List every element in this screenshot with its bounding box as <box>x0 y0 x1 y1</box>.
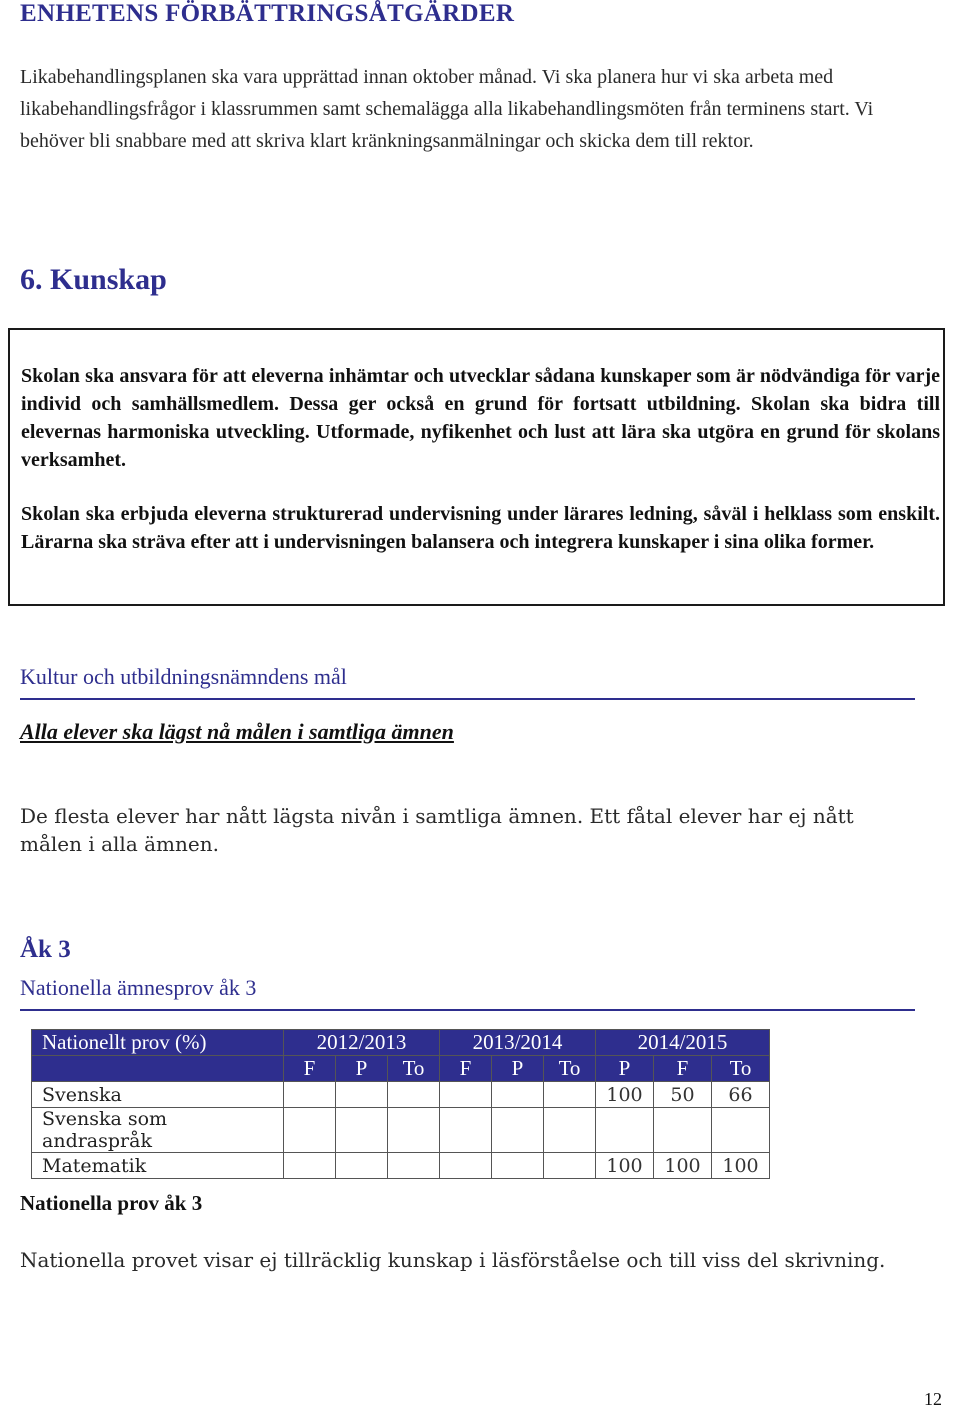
table-cell <box>544 1153 596 1179</box>
table-subheader-row <box>32 1056 770 1082</box>
kunskap-heading: 6. Kunskap <box>20 263 167 296</box>
table-subheader: To <box>544 1056 596 1082</box>
kunskap-paragraph-1: Skolan ska ansvara för att eleverna inhämtar och utvecklar sådana kunskaper som är nödvändiga för varje individ och samhällsmedlem. Dessa ger också en grund för fortsatt utbildning. Skolan ska bidra till elevernas harmoniska utveckling. Utformade, nyfikenhet och lust att lära ska utgöra en grund för skolans verksamhet. <box>21 365 940 471</box>
table-year: 2012/2013 <box>284 1030 440 1056</box>
table-cell <box>388 1082 440 1108</box>
table-cell <box>336 1108 388 1153</box>
table-subheader: To <box>712 1056 770 1082</box>
ak3-subheading: Nationella ämnesprov åk 3 <box>20 975 257 1000</box>
table-cell: 50 <box>654 1082 712 1108</box>
table-cell <box>654 1108 712 1153</box>
goal-heading-rule <box>20 698 915 700</box>
table-row <box>32 1082 770 1108</box>
table-subheader: F <box>654 1056 712 1082</box>
table-cell <box>492 1082 544 1108</box>
table-subheader: To <box>388 1056 440 1082</box>
table-cell <box>440 1153 492 1179</box>
table-cell <box>440 1082 492 1108</box>
kunskap-paragraph-2: Skolan ska erbjuda eleverna strukturerad undervisning under lärares ledning, såväl i helklass som enskilt. Lärarna ska sträva efter att i undervisningen balansera och integrera kunskaper i sina olika former. <box>21 503 940 553</box>
table-cell <box>544 1108 596 1153</box>
table-subheader: P <box>336 1056 388 1082</box>
intro-paragraph: Likabehandlingsplanen ska vara upprättad innan oktober månad. Vi ska planera hur vi ska arbeta med likabehandlingsfrågor i klassrummen samt schemalägga alla likabehandlingsmöten från terminens start. Vi behöver bli snabbare med att skriva klart kränkningsanmälningar och skicka dem till rektor. <box>20 66 874 152</box>
table-cell: 100 <box>596 1082 654 1108</box>
table-cell <box>492 1108 544 1153</box>
page-number: 12 <box>924 1389 942 1409</box>
table-cell: 66 <box>712 1082 770 1108</box>
ak3-heading: Åk 3 <box>20 936 71 963</box>
table-cell <box>336 1082 388 1108</box>
table-subheader-empty <box>32 1056 284 1082</box>
national-test-table <box>31 1029 770 1179</box>
section-title: ENHETENS FÖRBÄTTRINGSÅTGÄRDER <box>20 0 515 27</box>
table-cell: 100 <box>654 1153 712 1179</box>
table-row <box>32 1153 770 1179</box>
table-cell <box>336 1153 388 1179</box>
table-cell <box>544 1082 596 1108</box>
table-cell <box>388 1108 440 1153</box>
table-cell <box>284 1082 336 1108</box>
table-row <box>32 1108 770 1153</box>
row-label: Svenska som andraspråk <box>32 1108 284 1153</box>
table-year-row <box>32 1030 770 1056</box>
table-year: 2014/2015 <box>596 1030 770 1056</box>
table-cell <box>492 1153 544 1179</box>
table-cell <box>388 1153 440 1179</box>
table-header-label: Nationellt prov (%) <box>32 1030 284 1056</box>
goal-subheading: Alla elever ska lägst nå målen i samtliga ämnen <box>20 719 454 744</box>
table-subheader: F <box>284 1056 336 1082</box>
goal-text: De flesta elever har nått lägsta nivån i samtliga ämnen. Ett fåtal elever har ej nått målen i alla ämnen. <box>20 804 854 856</box>
table-subheader: P <box>596 1056 654 1082</box>
goal-heading: Kultur och utbildningsnämndens mål <box>20 664 347 689</box>
np-heading: Nationella prov åk 3 <box>20 1191 203 1215</box>
np-text: Nationella provet visar ej tillräcklig kunskap i läsförståelse och till viss del skrivning. <box>20 1248 886 1272</box>
table-subheader: P <box>492 1056 544 1082</box>
ak3-subheading-rule <box>20 1009 915 1011</box>
table-cell <box>284 1153 336 1179</box>
table-cell: 100 <box>712 1153 770 1179</box>
kunskap-box <box>8 328 945 606</box>
table-cell <box>712 1108 770 1153</box>
row-label: Svenska <box>32 1082 284 1108</box>
table-year: 2013/2014 <box>440 1030 596 1056</box>
table-cell <box>596 1108 654 1153</box>
row-label: Matematik <box>32 1153 284 1179</box>
table-cell <box>284 1108 336 1153</box>
table-subheader: F <box>440 1056 492 1082</box>
table-cell <box>440 1108 492 1153</box>
table-cell: 100 <box>596 1153 654 1179</box>
